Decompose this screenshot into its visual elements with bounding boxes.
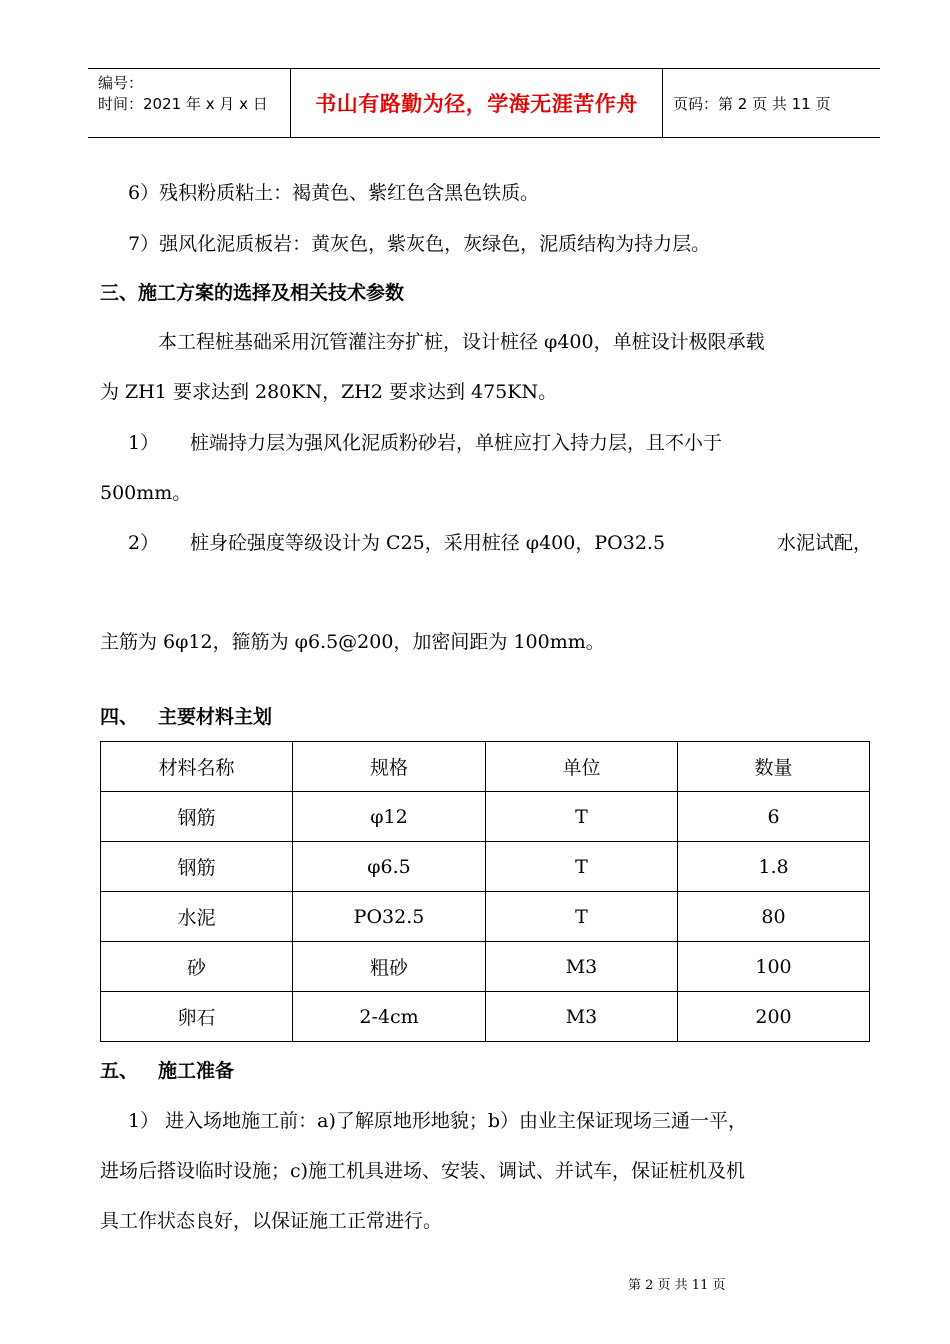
section-3-item2-tail: 水泥试配， [777, 532, 873, 554]
section-3-item2-number: 2） [128, 532, 160, 554]
table-cell: 钢筋 [101, 842, 293, 892]
table-cell: M3 [486, 942, 678, 992]
header-number-label: 编号： [98, 74, 144, 92]
table-cell: 水泥 [101, 892, 293, 942]
table-header-cell: 材料名称 [101, 742, 293, 792]
header-motto: 书山有路勤为径，学海无涯苦作舟 [291, 69, 663, 137]
table-cell: 粗砂 [293, 942, 486, 992]
header-time: 时间：2021 年 x 月 x 日 [98, 95, 268, 113]
section-3-item1-line1: 桩端持力层为强风化泥质粉砂岩，单桩应打入持力层，且不小于 [190, 432, 723, 454]
section-5-number: 五、 [100, 1060, 139, 1082]
table-row [101, 942, 870, 992]
table-header-cell: 单位 [486, 742, 678, 792]
section-3-item1-number: 1） [128, 432, 160, 454]
table-cell: PO32.5 [293, 892, 486, 942]
section-3-item2-line2: 主筋为 6φ12，箍筋为 φ6.5@200，加密间距为 100mm。 [100, 631, 605, 653]
table-cell: 钢筋 [101, 792, 293, 842]
item-7: 7）强风化泥质板岩：黄灰色，紫灰色，灰绿色，泥质结构为持力层。 [128, 233, 711, 255]
table-cell: 100 [678, 942, 870, 992]
section-5-line3: 具工作状态良好，以保证施工正常进行。 [100, 1210, 443, 1232]
table-cell: φ12 [293, 792, 486, 842]
section-3-item1-line2: 500mm。 [100, 482, 192, 504]
table-row [101, 842, 870, 892]
header-meta [88, 69, 291, 137]
table-cell: T [486, 792, 678, 842]
table-cell: 卵石 [101, 992, 293, 1042]
table-row [101, 892, 870, 942]
table-header-row [101, 742, 870, 792]
section-3-paragraph-line1: 本工程桩基础采用沉管灌注夯扩桩，设计桩径 φ400，单桩设计极限承载 [158, 331, 765, 353]
table-cell: 2-4cm [293, 992, 486, 1042]
header-page-info: 页码：第 2 页 共 11 页 [673, 94, 831, 113]
table-row [101, 992, 870, 1042]
section-5-line2: 进场后搭设临时设施；c)施工机具进场、安装、调试、并试车，保证桩机及机 [100, 1160, 746, 1182]
materials-table [100, 741, 870, 1042]
section-3-paragraph-line2: 为 ZH1 要求达到 280KN，ZH2 要求达到 475KN。 [100, 381, 558, 403]
section-4-title: 主要材料主划 [158, 706, 273, 728]
table-cell: 1.8 [678, 842, 870, 892]
page-header [88, 68, 880, 138]
section-4-number: 四、 [100, 706, 139, 728]
table-row [101, 792, 870, 842]
table-cell: 80 [678, 892, 870, 942]
table-cell: φ6.5 [293, 842, 486, 892]
section-3-item2-text: 桩身砼强度等级设计为 C25，采用桩径 φ400，PO32.5 [190, 532, 666, 554]
section-3-title: 三、施工方案的选择及相关技术参数 [100, 282, 405, 304]
table-cell: M3 [486, 992, 678, 1042]
item-6: 6）残积粉质粘土：褐黄色、紫红色含黑色铁质。 [128, 182, 540, 204]
section-5-title: 施工准备 [158, 1060, 235, 1082]
table-cell: T [486, 842, 678, 892]
table-cell: 砂 [101, 942, 293, 992]
table-cell: 200 [678, 992, 870, 1042]
table-header-cell: 规格 [293, 742, 486, 792]
table-cell: 6 [678, 792, 870, 842]
table-cell: T [486, 892, 678, 942]
table-header-cell: 数量 [678, 742, 870, 792]
section-5-line1: 1） 进入场地施工前：a)了解原地形地貌；b）由业主保证现场三通一平， [128, 1110, 748, 1132]
page-footer: 第 2 页 共 11 页 [628, 1278, 726, 1293]
